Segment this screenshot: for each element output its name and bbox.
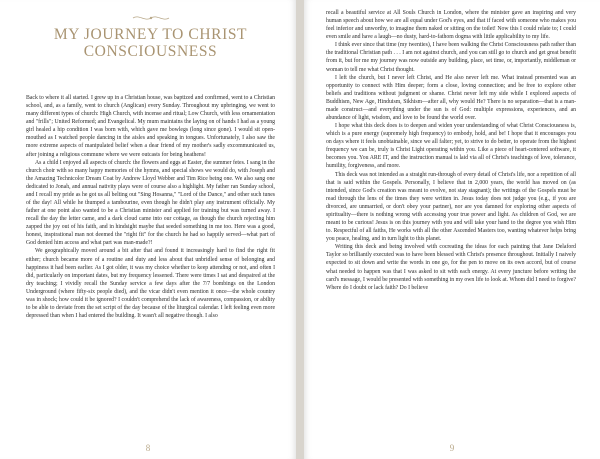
paragraph: Back to where it all started. I grew up in a Christian house, was baptized and confirmed, went to a Christian school, and, as a family, went to church (Anglican) every Sunday. Throughout my upbringing, we went to many different types of church: High Church, with incense and ritual; Low Church, with less ornamentation and "frills"; United Reformed; and Evangelical. My mum maintains the laying on of hands I had as a young girl healed a hip condition I was born with, which gave me bowlegs (long since gone). I would sit open-mouthed as I watched people dancing in the aisles and speaking in tongues. Unfortunately, I also saw the more extreme aspects of manipulated belief when a dear friend of my mother's sadly excommunicated us, after joining a religious commune where we were outcasts for being heathens! [26,95,275,158]
page-number: 9 [449,443,455,453]
paragraph: recall a beautiful service at All Souls Church in London, where the minister gave an inspiring and very human speech about how we are all equal under God's eyes, and that if faced with someone who makes you feel inferior and unworthy, to imagine them naked or sitting on the toilet! Now this I could relate to; I could even smile and have a laugh—no dusty, hard-to-fathom dogma with little applicability to my life. [326,10,576,41]
flourish-ornament-icon [131,14,171,22]
paragraph: We geographically moved around a bit after that and found it increasingly hard to find the right fit either; church became more of a routine and duty and less about that unbridled sense of belonging and happiness it had been earlier. As I got older, it was my choice whether to keep attending or not, and often I did, particularly on important dates, but my frequency lessened. There were times I sat and despaired at the dry teaching; I vividly recall the Sunday service a few days after the 7/7 bombings on the London Underground (where fifty-six people died), and the vicar didn't even mention it once—the whole country was in shock; how could it be ignored? I couldn't comprehend the lack of awareness, compassion, or ability to be able to deviate from the set script of the day because of the liturgical calendar. I left feeling even more depressed than when I had entered the building. It wasn't all negative though. I also [26,248,275,320]
left-page [0,0,296,459]
paragraph: This deck was not intended as a straight run-through of every detail of Christ's life, nor a repetition of all that is said within the Gospels. Personally, I believe that in 2,000 years, the world has moved on (as intended, since God's creation was meant to evolve, not stay stagnant); the writings of the Gospels must be read through the lens of the times they were written in. Jesus today does not judge you (e.g., if you are divorced, are unmarried, or don't obey your partner), nor are you damned for exploring other aspects of spirituality—there is nothing wrong with accessing your true power and light. As children of God, we are meant to be curious! Jesus is on this journey with you and will take your hand to the degree you wish Him to. Respectful of all faiths, He works with all the other Ascended Masters too, wanting whatever helps bring you peace, healing, and in turn light to this planet. [326,171,576,243]
book-spine [296,0,304,459]
paragraph: I think ever since that time (my twenties), I have been walking the Christ Consciousness path rather than the traditional Christian path . . . I am not against church, and you can still go to church and get great benefit from it, but for me my journey was now outside any building, place, set time, or, importantly, middleman or woman to tell me what Christ thought. [326,42,576,73]
paragraph: I left the church, but I never left Christ, and He also never left me. What instead presented was an opportunity to connect with Him deeper; form a close, loving connection; and be free to explore other beliefs and traditions without judgment or shame. Christ never left my side while I explored aspects of Buddhism, New Age, Hinduism, Sikhism—after all, why would He? There is no separation—that is a man-made construct—and everything under the sun is of God: multiple expressions, experiences, and an abundance of light, wisdom, and love to be found the world over. [326,74,576,122]
paragraph: As a child I enjoyed all aspects of church: the flowers and eggs at Easter, the summer fetes. I sang in the church choir with so many happy memories of the hymns, and special shows we would do, with Joseph and the Amazing Technicolor Dream Coat by Andrew Lloyd Webber and Tim Rice being one. We also sang one dedicated to Jonah, and annual nativity plays were of course also a highlight. My father ran Sunday school, and I recall my pride as he got us all belting out "Sing Hosanna," "Lord of the Dance," and other such tunes of the day! All while he thumped a tambourine, even though he didn't play any instrument officially. My father at one point also wanted to be a Christian minister and applied for training but was turned away. I recall the day the letter came, and a dark cloud came into our cottage, as though the church rejecting him zapped the joy out of his faith, and in hindsight maybe that seeded something in me too. Here was a good, honest, inspirational man not deemed the "right fit" for the church he had so happily served—what part of God denied him access and what part was man-made?! [26,159,275,247]
page-number: 8 [145,443,151,453]
right-page-body [326,9,576,292]
right-page [304,0,600,459]
chapter-title: MY JOURNEY TO CHRIST CONSCIOUSNESS [53,26,248,60]
left-page-body [26,94,275,320]
paragraph: Writing this deck and being involved with cocreating the ideas for each painting that Jane Delaford Taylor so brilliantly executed was to have been blessed with Christ's presence throughout. Initially I naively expected to sit down and write the words in one go, for the pen to move on its own accord, but of course what needed to happen was that I was asked to sit with each energy. At every juncture before writing the card's message, I would be presented with something in my own life to look at. Whom did I need to forgive? Where do I doubt or lack faith? Do I believe [326,244,576,291]
paragraph: I hope what this deck does is to deepen and widen your understanding of what Christ Consciousness is, which is a pure energy (supremely high frequency) to embody, hold, and be! I hope that it encourages you on days where it feels unobtainable, since we all falter; yet, to strive to do better, to operate from the highest frequency we can be, truly is Christ Light operating within you. Like a piece of heart-centered software, it becomes you. You ARE IT, and the instruction manual is laid via all of Christ's teachings of love, tolerance, humility, forgiveness, and more. [326,123,576,170]
